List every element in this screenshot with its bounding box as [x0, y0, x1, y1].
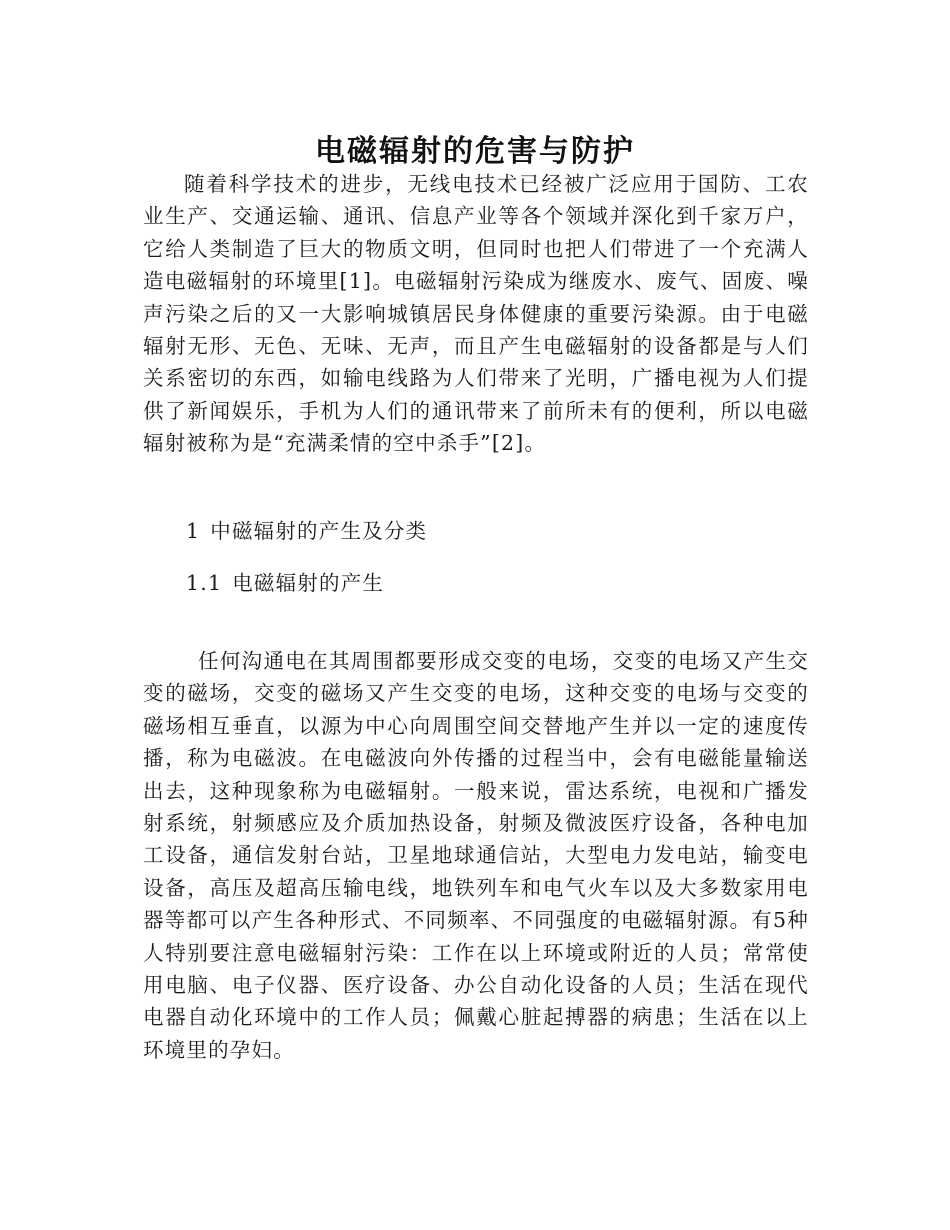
subsection-title: 电磁辐射的产生 [232, 571, 385, 595]
section-heading-1-1 [186, 567, 384, 599]
intro-paragraph: 随着科学技术的进步，无线电技术已经被广泛应用于国防、工农业生产、交通运输、通讯、信息产业等各个领域并深化到千家万户，它给人类制造了巨大的物质文明，但同时也把人们带进了一个充满人造电磁辐射的环境里[1]。电磁辐射污染成为继废水、废气、固废、噪声污染之后的又一大影响城镇居民身体健康的重要污染源。由于电磁辐射无形、无色、无味、无声，而且产生电磁辐射的设备都是与人们关系密切的东西，如输电线路为人们带来了光明，广播电视为人们提供了新闻娱乐，手机为人们的通讯带来了前所未有的便利，所以电磁辐射被称为是“充满柔情的空中杀手”[2]。 [143, 172, 809, 456]
section-number: 1 [186, 519, 201, 543]
section-1-1-paragraph: 任何沟通电在其周围都要形成交变的电场，交变的电场又产生交变的磁场，交变的磁场又产生交变的电场，这种交变的电场与交变的磁场相互垂直，以源为中心向周围空间交替地产生并以一定的速度传播，称为电磁波。在电磁波向外传播的过程当中，会有电磁能量输送出去，这种现象称为电磁辐射。一般来说，雷达系统，电视和广播发射系统，射频感应及介质加热设备，射频及微波医疗设备，各种电加工设备，通信发射台站，卫星地球通信站，大型电力发电站，输变电设备，高压及超高压输电线，地铁列车和电气火车以及大多数家用电器等都可以产生各种形式、不同频率、不同强度的电磁辐射源。有5种人特别要注意电磁辐射污染：工作在以上环境或附近的人员；常常使用电脑、电子仪器、医疗设备、办公自动化设备的人员；生活在现代电器自动化环境中的工作人员；佩戴心脏起搏器的病患；生活在以上环境里的孕妇。 [143, 649, 809, 1062]
document-title: 电磁辐射的危害与防护 [315, 134, 635, 170]
subsection-number: 1.1 [186, 571, 223, 595]
section-title: 中磁辐射的产生及分类 [210, 519, 428, 543]
section-heading-1 [186, 515, 427, 547]
